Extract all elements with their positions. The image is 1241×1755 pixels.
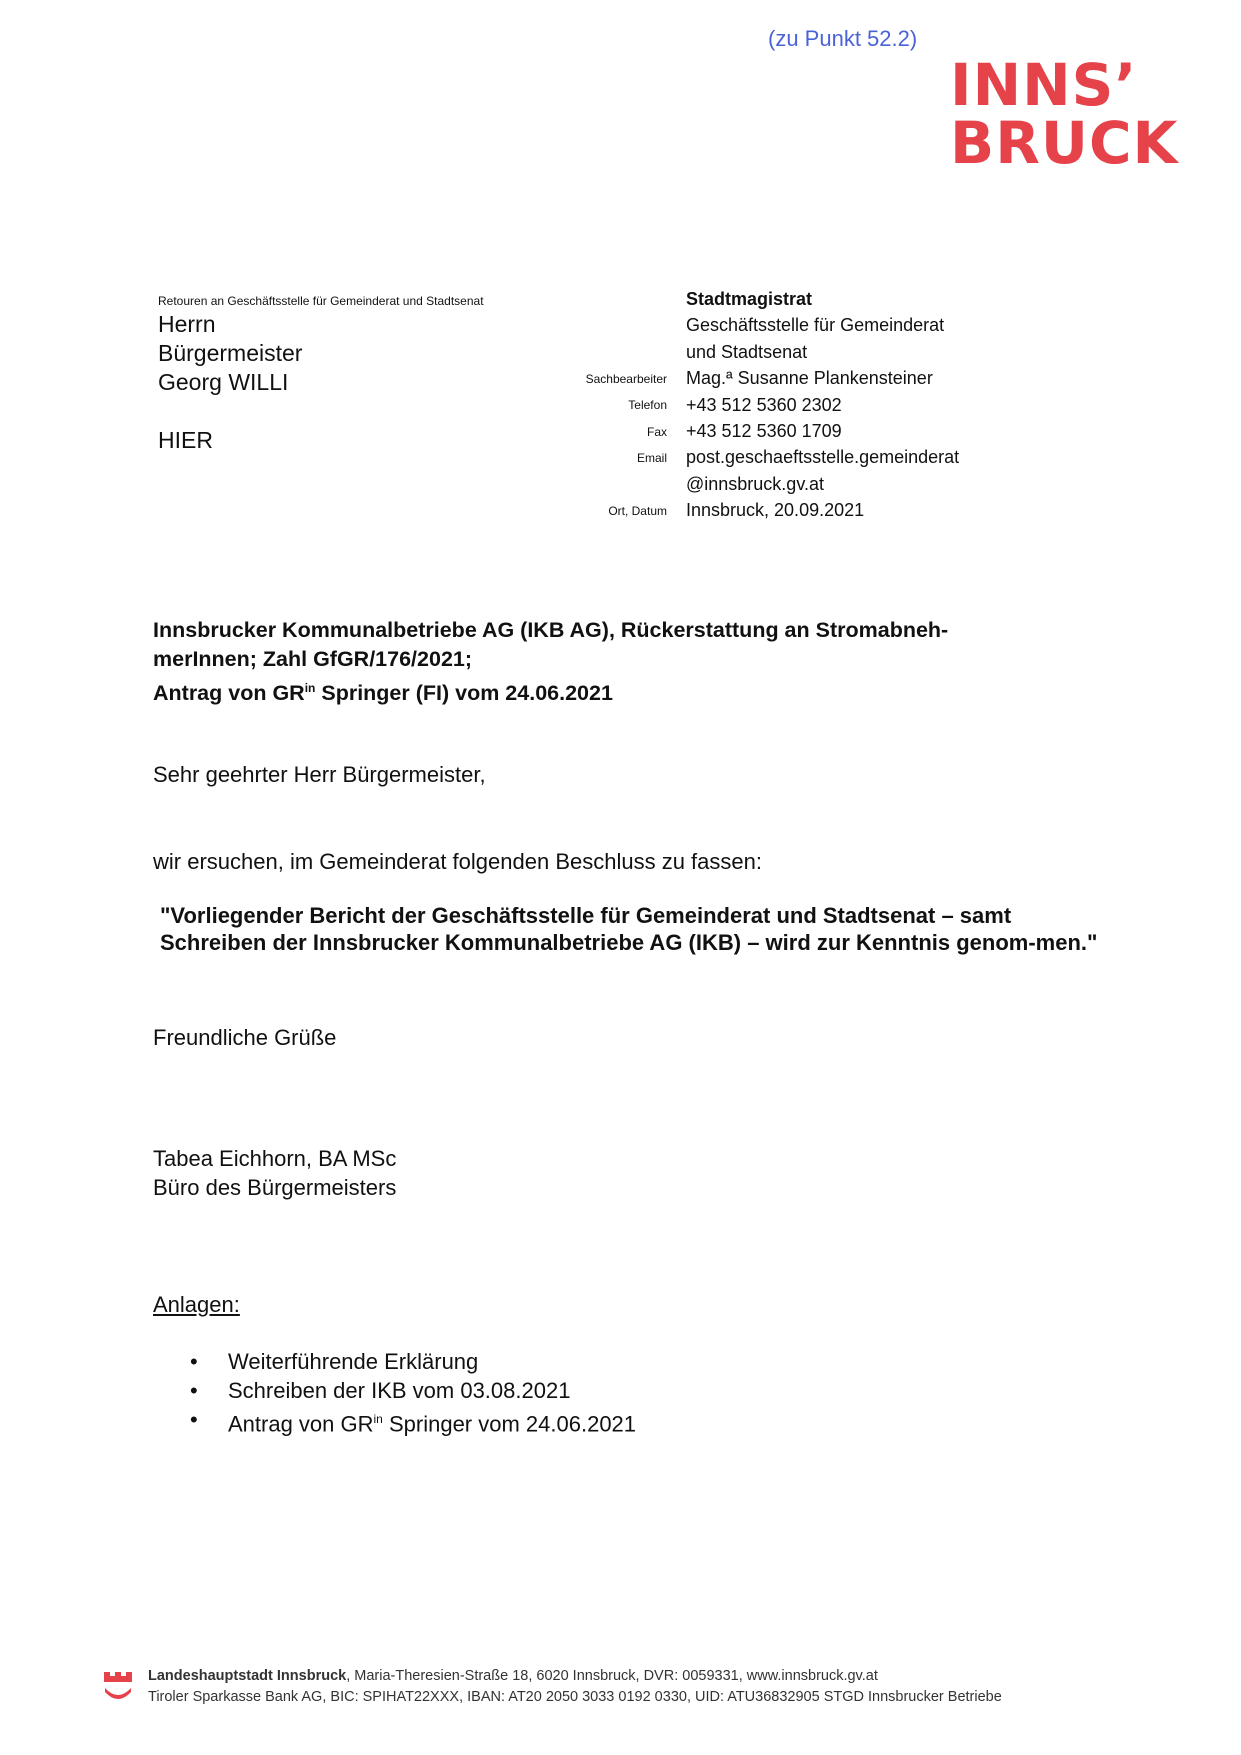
returns-note: Retouren an Geschäftsstelle für Gemeinderat und Stadtsenat (158, 294, 484, 308)
signer-name: Tabea Eichhorn, BA MSc (153, 1146, 397, 1171)
recipient-title: Bürgermeister (158, 340, 303, 366)
city-emblem-icon (102, 1668, 134, 1702)
email-label: Email (636, 451, 667, 465)
recipient-name: Georg WILLI (158, 369, 289, 395)
resolution-text: "Vorliegender Bericht der Geschäftsstelle für Gemeinderat und Stadtsenat – samt Schreiben der Innsbrucker Kommunalbetriebe AG (IKB) – wird zur Kenntnis genom-men." (160, 903, 1098, 955)
sender-department-1: Geschäftsstelle für Gemeinderat (686, 315, 945, 336)
closing: Freundliche Grüße (153, 1025, 337, 1050)
subject-line-1: Innsbrucker Kommunalbetriebe AG (IKB AG), Rückerstattung an Stromabneh- (153, 618, 949, 642)
logo-line-1: INNS’ (950, 51, 1138, 119)
attachments-heading: Anlagen: (153, 1292, 240, 1317)
sender-block (686, 286, 959, 524)
subject-line-3: Antrag von $GR^{in}$ Springer (FI) vom 24.06.2021 (153, 681, 613, 706)
innsbruck-logo (950, 51, 1179, 177)
recipient-salutation: Herrn (158, 311, 216, 337)
subject-line-2: merInnen; Zahl GfGR/176/2021; (153, 647, 473, 671)
recipient-location: HIER (158, 427, 213, 453)
request-text: wir ersuchen, im Gemeinderat folgenden Beschluss zu fassen: (153, 849, 762, 874)
sender-email-2[interactable]: @innsbruck.gv.at (686, 473, 824, 494)
agenda-reference: (zu Punkt 52.2) (768, 26, 918, 51)
sender-department-2: und Stadtsenat (686, 341, 808, 362)
sender-place-date: Innsbruck, 20.09.2021 (686, 500, 865, 521)
sender-clerk: Mag.ª Susanne Plankensteiner (686, 368, 933, 389)
greeting: Sehr geehrter Herr Bürgermeister, (153, 762, 486, 787)
place-date-label: Ort, Datum (608, 504, 667, 518)
signer-office: Büro des Bürgermeisters (153, 1175, 397, 1200)
sender-email-1[interactable]: post.geschaeftsstelle.gemeinderat (686, 447, 960, 468)
sender-office: Stadtmagistrat (686, 289, 813, 309)
letter-subject (153, 616, 1073, 708)
footer (148, 1666, 1002, 1708)
phone-label: Telefon (628, 398, 667, 412)
footer-bank-line: Tiroler Sparkasse Bank AG, BIC: SPIHAT22XXX, IBAN: AT20 2050 3033 0192 0330, UID: ATU36832905 STGD Innsbrucker Betriebe (148, 1689, 1002, 1705)
recipient-block (158, 310, 302, 455)
signature-block (153, 1144, 396, 1202)
attachment-item: • Weiterführende Erklärung (190, 1347, 636, 1376)
sender-phone: +43 512 5360 2302 (686, 394, 842, 415)
attachment-item: • Schreiben der IKB vom 03.08.2021 (190, 1376, 636, 1405)
attachments-list (190, 1347, 636, 1438)
footer-address-line: Landeshauptstadt Innsbruck, Maria-Theresien-Straße 18, 6020 Innsbruck, DVR: 0059331, www.innsbruck.gv.at (148, 1668, 878, 1684)
clerk-label: Sachbearbeiter (585, 372, 667, 386)
fax-label: Fax (646, 425, 667, 439)
logo-line-2: BRUCK (950, 109, 1179, 177)
sender-fax: +43 512 5360 1709 (686, 421, 842, 442)
attachment-item: • Antrag von $GR^{in}$ Springer vom 24.06.2021 (190, 1405, 636, 1438)
